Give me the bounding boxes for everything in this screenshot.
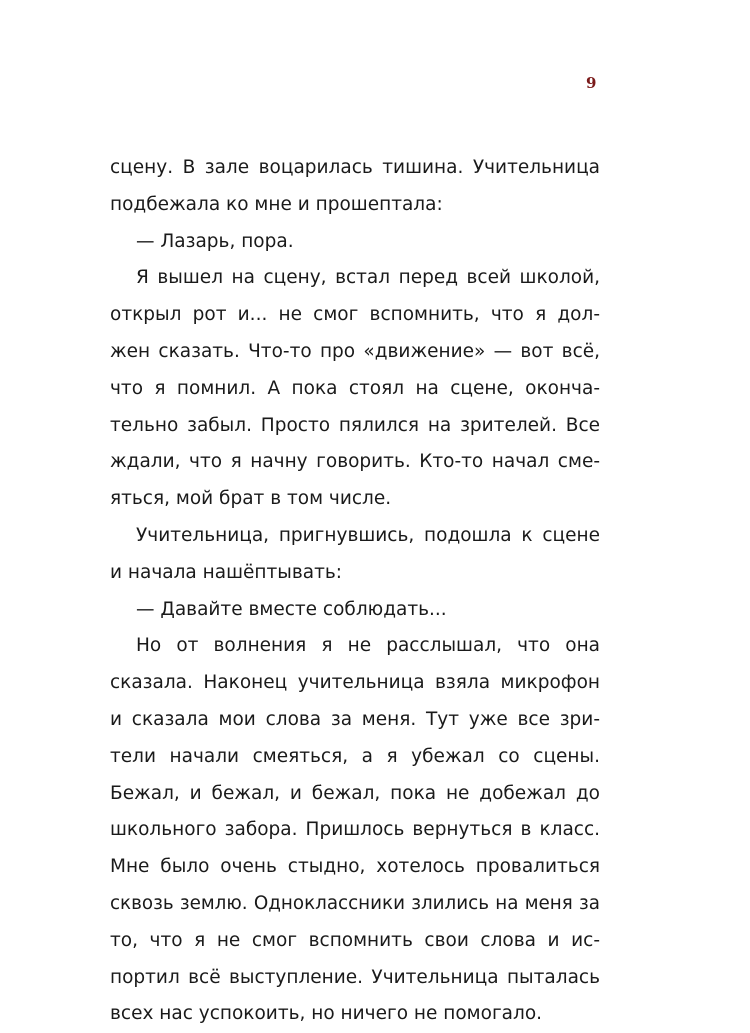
- text-line: — Давайте вместе соблюдать...: [136, 598, 447, 620]
- text-line: тели начали смеяться, а я убежал со сцены.: [110, 745, 600, 767]
- text-line: то, что я не смог вспомнить свои слова и ис-: [110, 929, 600, 951]
- text-line: портил всё выступление. Учительница пыталась: [110, 966, 600, 988]
- text-line: подбежала ко мне и прошептала:: [110, 193, 443, 215]
- text-line: и начала нашёптывать:: [110, 561, 343, 583]
- text-line: школьного забора. Пришлось вернуться в класс.: [110, 819, 600, 841]
- text-line: яться, мой брат в том числе.: [110, 488, 392, 510]
- text-line: сцену. В зале воцарилась тишина. Учительница: [110, 157, 600, 178]
- text-line: Бежал, и бежал, и бежал, пока не добежал до: [110, 782, 600, 804]
- text-line: Я вышел на сцену, встал перед всей школой,: [136, 267, 600, 289]
- page-number: 9: [586, 74, 597, 92]
- text-line: открыл рот и... не смог вспомнить, что я дол-: [110, 304, 600, 326]
- text-line: сказала. Наконец учительница взяла микрофон: [110, 672, 600, 694]
- text-line: Учительница, пригнувшись, подошла к сцене: [136, 524, 600, 546]
- text-line: Мне было очень стыдно, хотелось провалиться: [110, 856, 600, 878]
- text-line: — Лазарь, пора.: [136, 230, 294, 252]
- text-line: Но от волнения я не расслышал, что она: [136, 635, 600, 657]
- text-line: тельно забыл. Просто пялился на зрителей. Все: [110, 414, 600, 436]
- text-line: сквозь землю. Одноклассники злились на меня за: [110, 892, 600, 914]
- body-text: [110, 150, 600, 1033]
- text-line: и сказала мои слова за меня. Тут уже все зри-: [110, 708, 600, 730]
- text-line: всех нас успокоить, но ничего не помогало.: [110, 1003, 543, 1025]
- text-line: ждали, что я начну говорить. Кто-то начал сме-: [110, 451, 600, 473]
- text-line: жен сказать. Что-то про «движение» — вот всё,: [110, 340, 600, 362]
- text-line: что я помнил. А пока стоял на сцене, оконча-: [110, 377, 600, 399]
